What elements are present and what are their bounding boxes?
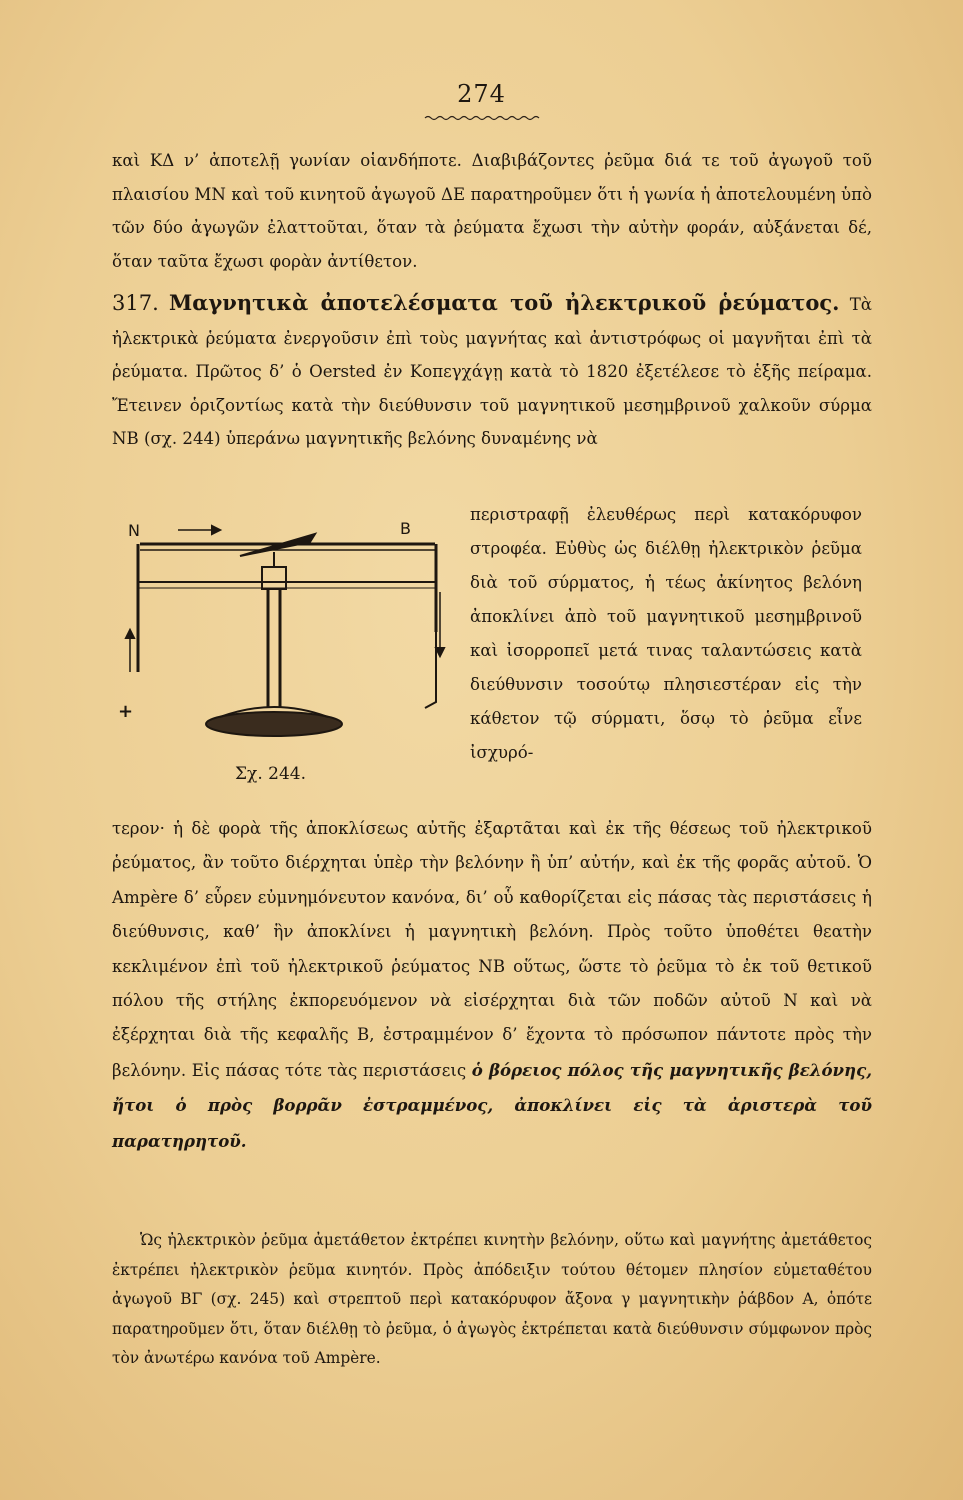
section-317: [112, 286, 872, 456]
intro-paragraph: [112, 144, 872, 278]
figure-label-plus: +: [118, 701, 134, 722]
section-paragraph-bottom: [112, 812, 872, 1159]
section-text-top: Τὰ ἠλεκτρικὰ ῥεύματα ἐνεργοῦσιν ἐπὶ τοὺς μαγνήτας καὶ ἀντιστρόφως οἱ μαγνῆται ἐπὶ τὰ ῥεύματα. Πρῶτος δ’ ὁ Oersted ἐν Κοπεγχάγῃ κατὰ τὸ 1820 ἐξετέλεσε τὸ ἑξῆς πείραμα. Ἔτεινεν ὁριζοντίως κατὰ τὴν διεύθυνσιν τοῦ μαγνητικοῦ μεσημβρινοῦ χαλκοῦν σύρμα ΝΒ (σχ. 244) ὑπεράνω μαγνητικῆς βελόνης δυναμένης νὰ: [112, 295, 873, 448]
section-number: 317.: [112, 291, 159, 315]
last-paragraph-text: Ὡς ἠλεκτρικὸν ῥεῦμα ἀμετάθετον ἐκτρέπει κινητὴν βελόνην, οὕτω καὶ μαγνήτης ἀμετάθετος ἐκτρέπει ἠλεκτρικὸν ῥεῦμα κινητόν. Πρὸς ἀπόδειξιν τούτου θέτομεν πλησίον εὐμεταθέτου ἀγωγοῦ ΒΓ (σχ. 245) καὶ στρεπτοῦ περὶ κατακόρυφον ἄξονα γ μαγνητικὴν ῥάβδον Α, ὁπότε παρατηροῦμεν ὅτι, ὅταν διέλθῃ τὸ ῥεῦμα, ὁ ἀγωγὸς ἐκτρέπεται κατὰ διεύθυνσιν σύμφωνον πρὸς τὸν ἀνωτέρω κανόνα τοῦ Ampère.: [112, 1231, 872, 1367]
intro-text: καὶ ΚΔ ν’ ἀποτελῇ γωνίαν οἱανδήποτε. Διαβιβάζοντες ῥεῦμα διά τε τοῦ ἀγωγοῦ τοῦ πλαισίου ΜΝ καὶ τοῦ κινητοῦ ἀγωγοῦ ΔΕ παρατηροῦμεν ὅτι ἡ γωνία ἡ ἀποτελουμένη ὑπὸ τῶν δύο ἀγωγῶν ἐλαττοῦται, ὅταν τὰ ῥεύματα ἔχωσι τὴν αὐτὴν φοράν, αὐξάνεται δέ, ὅταν ταῦτα ἔχωσι φορὰν ἀντίθετον.: [112, 151, 872, 271]
section-paragraph-top: [112, 286, 872, 456]
figure-label-n: N: [128, 521, 140, 540]
page-number-ornament: [423, 114, 541, 122]
last-paragraph: [112, 1226, 872, 1374]
ampere-rule: ὁ βόρειος πόλος τῆς μαγνητικῆς βελόνης, ἤτοι ὁ πρὸς βορρᾶν ἐστραμμένος, ἀποκλίνει εἰς τὰ ἀριστερὰ τοῦ παρατηρητοῦ.: [112, 1059, 873, 1151]
section-text-bottom: τερον· ἡ δὲ φορὰ τῆς ἀποκλίσεως αὐτῆς ἐξαρτᾶται καὶ ἐκ τῆς θέσεως τοῦ ἠλεκτρικοῦ ῥεύματος, ἂν τοῦτο διέρχηται ὑπὲρ τὴν βελόνην ἢ ὑπ’ αὐτήν, καὶ ἐκ τῆς φορᾶς αὐτοῦ. Ὁ Ampère δ’ εὗρεν εὐμνημόνευτον κανόνα, δι’ οὗ καθορίζεται εἰς πάσας τὰς περιστάσεις ἡ διεύθυνσις, καθ’ ἣν ἀποκλίνει ἡ μαγνητικὴ βελόνη. Πρὸς τοῦτο ὑποθέτει θεατὴν κεκλιμένον ἐπὶ τοῦ ἠλεκτρικοῦ ῥεύματος ΝΒ οὕτως, ὥστε τὸ ῥεῦμα τὸ ἐκ τοῦ θετικοῦ πόλου τῆς στήλης ἐκπορευόμενον νὰ εἰσέρχηται διὰ τῶν ποδῶν αὐτοῦ Ν καὶ νὰ ἐξέρχηται διὰ τῆς κεφαλῆς Β, ἐστραμμένον δ’ ἔχοντα τὸ πρόσωπον πάντοτε πρὸς τὴν βελόνην. Εἰς πάσας τότε τὰς περιστάσεις: [112, 819, 872, 1080]
figure-244-oersted-apparatus: [110, 512, 460, 752]
page-number: 274: [457, 80, 506, 108]
figure-label-b: B: [400, 519, 411, 538]
section-text-wrapped: περιστραφῇ ἐλευθέρως περὶ κατακόρυφον στροφέα. Εὐθὺς ὡς διέλθῃ ἠλεκτρικὸν ῥεῦμα διὰ τοῦ σύρματος, ἡ τέως ἀκίνητος βελόνη ἀποκλίνει ἀπὸ τοῦ μαγνητικοῦ μεσημβρινοῦ καὶ ἰσορροπεῖ μετά τινας ταλαντώσεις κατὰ διεύθυνσιν τοσούτῳ πλησιεστέραν εἰς τὴν κάθετον τῷ σύρματι, ὅσῳ τὸ ῥεῦμα εἶνε ἰσχυρό-: [470, 505, 862, 762]
section-title: Μαγνητικὰ ἀποτελέσματα τοῦ ἠλεκτρικοῦ ῥεύματος.: [169, 290, 840, 315]
figure-caption: Σχ. 244.: [235, 764, 306, 784]
